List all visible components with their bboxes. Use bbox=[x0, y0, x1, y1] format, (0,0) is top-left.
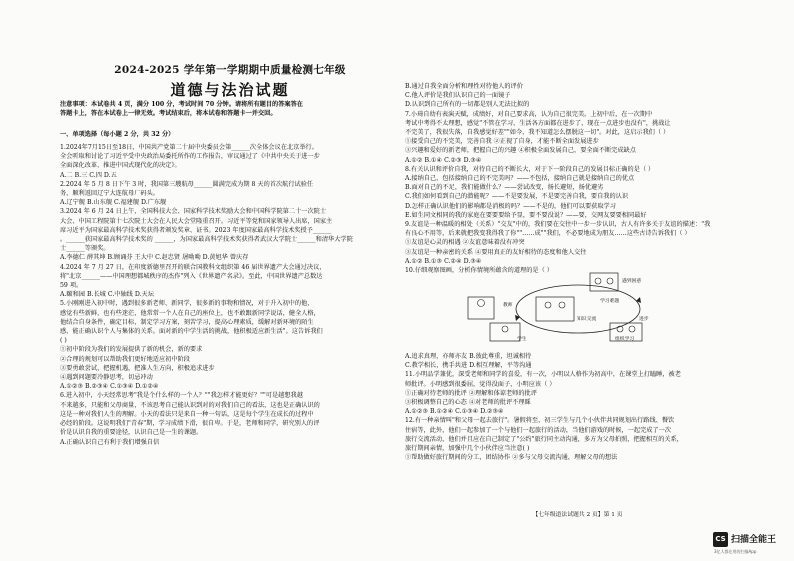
scanner-tagline: 3亿人都在用的扫描App bbox=[714, 549, 757, 554]
question-line: E.如生同文相同的我的家庭在要要要给予显，要不要没说？——要，交网友要要相同最好 bbox=[405, 211, 647, 219]
question-line: A.接纳自己，包括接纳自己的不完美吗？——不包括，接纳自己就是接纳自己的优点 bbox=[405, 175, 635, 183]
scanner-name: 扫描全能王 bbox=[731, 535, 777, 545]
question-line: ( ) bbox=[60, 337, 67, 345]
question-line: ③积极调整自己的心态 ④对老师的批评不理睬 bbox=[405, 399, 531, 407]
question-line: 旅行期间亲情，加强中几个小伙伴应当注意( ) bbox=[405, 445, 530, 453]
question-line: 有良心不用等，后来就把我变我得我了你""……成""我们，不必要地成为朋友……这些古诗告诉我们（ ） bbox=[405, 230, 691, 238]
question-line: 务，顺利返回辽宁大连航母厂码头。 bbox=[60, 190, 159, 198]
question-line: 不来越多，只能和父母商量，不该思考自己能认识到对的对我们自己的看法，这也是正确认识的 bbox=[60, 401, 320, 409]
q10-illustration bbox=[405, 271, 750, 343]
question-line: 士______等颁奖。 bbox=[60, 245, 110, 253]
question-line: 价是认识自我的重要途径，认识自己是一生的课题。 bbox=[60, 429, 203, 437]
diagram-label: 学生 bbox=[517, 337, 527, 342]
notice-line: 注意事项：本试卷共 4 页，满分 100 分，考试时间 70 分钟。请将所有题目的答案答在 bbox=[60, 101, 303, 108]
question-line: 59 项。 bbox=[60, 282, 83, 290]
question-line: A.①②③ B.①②④ C.①③④ D.②③④ bbox=[405, 408, 504, 416]
question-line: A.正确认识自己有利于我们增强自信 bbox=[60, 438, 160, 446]
question-line: A.二 B.三 C.四 D.五 bbox=[60, 171, 117, 179]
question-line: A.①② B.①④ C.②③ D.③④ bbox=[405, 156, 482, 164]
question-line: A.辽宁舰 B.山东舰 C.福建舰 D.广东舰 bbox=[60, 199, 167, 207]
section-heading bbox=[60, 130, 400, 139]
question-line: 10.仔细观察图画，分析你情境所蕴含的道理的是（ ） bbox=[405, 267, 553, 275]
right-question-lines-bottom bbox=[405, 352, 750, 462]
question-line: 席习近平为国家最高科学技术奖获得者颁发奖章、证书。2023 年度国家最高科学技术奖授予______ bbox=[60, 226, 332, 234]
notice-line: 答题卡上，答在本试卷上一律无效。考试结束后，将本试卷和答题卡一并交回。 bbox=[60, 110, 277, 118]
question-line: 11.小明品学兼优，深受老师和同学的喜爱，有一次，小明以人格作为初高中，在课堂上打瞌睡，被老 bbox=[405, 371, 681, 379]
notice-block bbox=[60, 100, 400, 118]
question-line: A.①②③ B.②③④ C.①③④ D.①②④ bbox=[60, 383, 159, 391]
question-line: A.①② B.①③ C.②④ D.③④ bbox=[405, 257, 482, 265]
section-title: 一、单项选择（每小题 2 分，共 32 分） bbox=[60, 131, 175, 138]
question-line: 这是一种对我们人生的理解。小天的看法只是来自一种一句话，这是每个学生在成长的过程中 bbox=[60, 410, 314, 418]
question-line: 2.2024 年 5 月 8 日下午 3 时，我国第三艘航母______圆满完成为期 8 天的首次航行试验任 bbox=[60, 180, 314, 188]
question-line: 将"北京______——中国理想都城秩序的杰作"列入《世界遗产名录》。至此，中国世界遗产总数达 bbox=[60, 272, 323, 280]
question-line: 1.2024年7月15日至18日，中国共产党第二十届中央委员会第______次全体会议在北京举行。 bbox=[60, 144, 318, 151]
question-line: 3.2024 年 6 月 24 日上午，全国科技大会、国家科学技术奖励大会和中国科学院第二十一次院士 bbox=[60, 208, 327, 216]
question-line: ①接受自己的不完美，完善自我 ②正视了自身，才能不断全面发展进步 bbox=[405, 138, 599, 146]
question-line: 4.2024 年 7 月 27 日，在印度新德里召开的联合国教科文组织第 46 届世界遗产大会通过决议， bbox=[60, 263, 326, 271]
question-line: ①正确对待老师的批评 ②理解和体谅老师的批评 bbox=[405, 389, 537, 397]
question-line: ②合理的规划可以帮助我们更好地适应初中阶段 bbox=[60, 355, 190, 363]
camscanner-logo-icon: CS bbox=[713, 532, 728, 547]
question-line: C.他人评价是我们认识自己的一面镜子 bbox=[405, 92, 511, 100]
exam-title: 2024-2025 学年第一学期期中质量检测七年级 bbox=[114, 64, 346, 76]
question-line: 考试中考得不太理想，感觉"不管在学习、生活各方面都在进步了，现在一点进步也没有"，挑战让 bbox=[405, 119, 671, 127]
question-line: 。______获国家最高科学技术奖的 ______，为国家最高科学技术奖获得者武汉大学院士______和清华大学院 bbox=[60, 236, 353, 244]
question-line: B.面对自己的不足，我们能做什么？——尝试改变，扬长避短，扬优避劣 bbox=[405, 184, 604, 192]
question-line: B.通过自我全面分析和理性对待他人的评价 bbox=[405, 83, 523, 90]
question-line: C.教学相长，携手共进 D.相互理解，平等沟通 bbox=[405, 362, 532, 370]
diagram-label: 教师 bbox=[503, 303, 513, 308]
question-line: 12.有一种亲情叫"和父母一起去旅行"。暑假将至，初三学生与几个小伙伴共同规划出行路线、餐饮 bbox=[405, 417, 675, 425]
question-line: ①帮助做好旅行期间的分工，团结协作 ②多与父母交流沟通，理解父母的想法 bbox=[405, 454, 618, 462]
question-line: ①初中阶段为我们的发展提供了新的机会，新的要求 bbox=[60, 346, 203, 354]
question-line: 旅行交流活动，他们并且应在自己制定了"公约"旅行同主动沟通，多方为父母拍照，把握相互的关系， bbox=[405, 435, 683, 443]
question-line: 师批评。小明感到很委屈，觉得没面子，小明应该（ ） bbox=[405, 380, 556, 388]
question-line: 8.有关认识和评价自我，对待自己的不断长大，对于下一阶段自己的发展目标正确的是（ ） bbox=[405, 165, 655, 173]
teaching-cycle-diagram bbox=[460, 271, 690, 343]
question-line: 7.小琦自幼有表演天赋，成绩好，对自己要求高，认为自己很完美。上初中后，在一次期中 bbox=[405, 110, 653, 118]
question-line: D.认识到自己所有的一切都是别人无法比拟的 bbox=[405, 101, 530, 109]
diagram-label: 组织学习 bbox=[615, 337, 635, 342]
question-line: ③要勇敢尝试，把握机遇，把准人生方向，积极追求进步 bbox=[60, 364, 215, 372]
question-line: C.我们如何看到自己的潜能呢？——不是要发展，不是要完善自我，要自我的认识 bbox=[405, 193, 629, 201]
question-line: 感，能正确认识个人与集体的关系。面对新的中学生活的挑战，他积极适应新生活"。这告诉我们 bbox=[60, 328, 323, 336]
scanner-watermark bbox=[713, 529, 794, 559]
diagram-label: 知识交流 bbox=[577, 317, 597, 322]
question-line: 感觉有些新鲜，也有些迷茫，他常常一个人在自己的座位上，也不敢跟新同学说话，健全人格， bbox=[60, 309, 320, 317]
question-line: 9.友谊是一种温暖的相处（关系）"交友"中的，我们要在交往中一步一步认识，古人有许多关于友谊的描述："我 bbox=[405, 221, 711, 229]
question-line: 住宿等，此外，他们一起参加了一个与他们一起旅行的活动，当他们游戏的时候，一起完成了一次 bbox=[405, 426, 672, 434]
question-line: D.怎样正确认识他们的影响都是消极的吗？——不是的，他们可以要获取学习 bbox=[405, 202, 616, 210]
question-line: 6.进入初中，小天经常思考"我是个什么样的一个人？""我怎样才能更好？""可是越想我越 bbox=[60, 392, 303, 400]
question-line: ③兴趣和爱好的新老师，把握自己的兴趣 ④积极全面发展自己，要全面不断完成缺点 bbox=[405, 147, 636, 155]
question-line: 全面深化改革、推进中国式现代化的决定》。 bbox=[60, 162, 181, 170]
question-line: 他结合自身条件，确定目标，制定学习方案，刻苦学习，提高心理素质，缓解对新环境的陌生 bbox=[60, 318, 314, 326]
question-line: ④遇到问题要冷静思考，切忌冲动 bbox=[60, 374, 153, 382]
diagram-label: 遇到困惑 bbox=[622, 279, 642, 284]
question-line: ①友谊是心灵的相遇 ②友谊意味着没有冲突 bbox=[405, 239, 525, 247]
question-line: 大会、中国工程院第十七次院士大会在人民大会堂隆重召开。习近平等党和国家领导人出席，国家主 bbox=[60, 217, 333, 225]
left-question-lines bbox=[60, 143, 400, 447]
page-footer: 【七年级道法试题共 2 页】第 1 页 bbox=[532, 512, 623, 518]
question-line: A.追求真理，亦师亦友 B.彼此尊重，坦诚相待 bbox=[405, 353, 532, 360]
question-line: 5.小刚刚进入初中时，遇到很多新老师、新同学，很多新的事物和情况，对于升入初中的他， bbox=[60, 300, 314, 308]
subject-title: 道德与法治试题 bbox=[170, 81, 290, 99]
question-line: 不完美了，我很失落，自我感觉好差""如今，我不知道怎么摆脱这一切"。对此，这启示我们（ ） bbox=[405, 129, 670, 137]
question-line: 必经的阶段。这说明我们"青春"期，学习成绩下滑，很自卑。于是，老师和同学，研究别人的评 bbox=[60, 420, 320, 428]
diagram-label: 进步 bbox=[639, 317, 649, 322]
question-line: 全会听取和讨论了习近平受中央政治局委托所作的工作报告，审议通过了《中共中央关于进一步 bbox=[60, 153, 320, 161]
question-line: A.颐和园 B.长城 C.中轴线 D.天坛 bbox=[60, 291, 154, 299]
diagram-label: 学习难题 bbox=[600, 299, 620, 304]
question-line: A.李德仁 薛其坤 B.顾诵芬 王大中 C.赵忠贤 屠呦呦 D.黄旭华 曾庆存 bbox=[60, 254, 249, 262]
question-line: ③友谊是一种亲密的关系 ④要用真正的友好相待的态度和他人交往 bbox=[405, 248, 587, 256]
right-question-lines-top bbox=[405, 82, 750, 275]
